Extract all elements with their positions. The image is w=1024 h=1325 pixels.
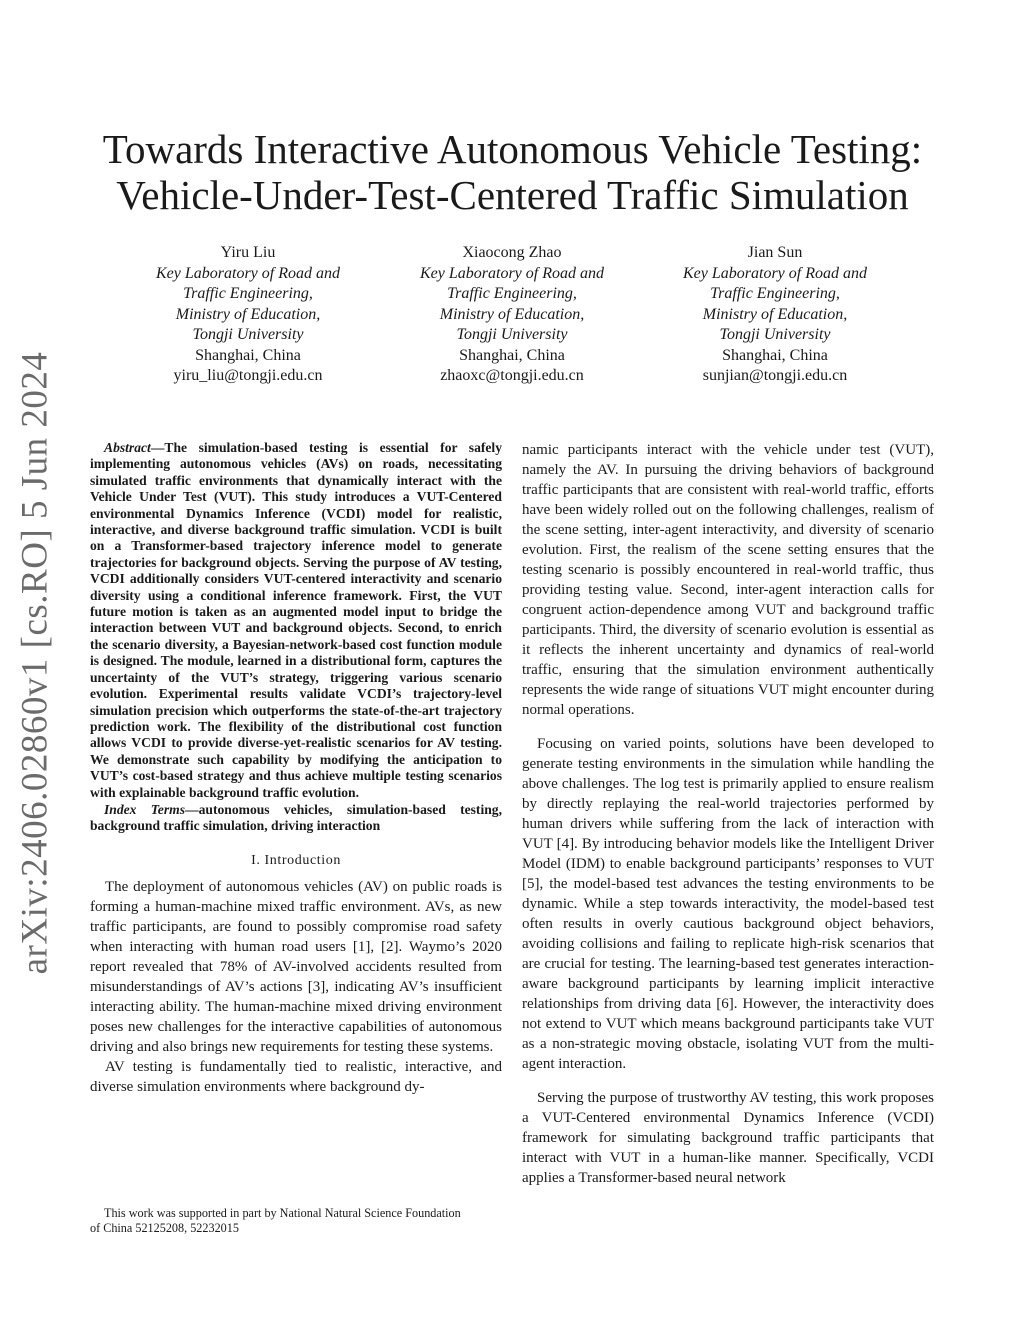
left-column: [90, 440, 502, 1097]
author-affiliation: Tongji University: [192, 326, 304, 343]
index-terms-text: —autonomous vehicles, simulation-based testing, background traffic simulation, driving interaction: [90, 801, 502, 834]
index-terms-label: Index Terms: [104, 801, 185, 817]
author-affiliation: Ministry of Education,: [175, 305, 321, 323]
author-email: zhaoxc@tongji.edu.cn: [440, 367, 584, 384]
author-block-3: [625, 243, 925, 387]
author-affiliation: Ministry of Education,: [702, 305, 848, 323]
author-block-1: [98, 243, 398, 387]
author-affiliation: Traffic Engineering,: [710, 285, 840, 302]
author-email: yiru_liu@tongji.edu.cn: [173, 367, 323, 384]
abstract-label: Abstract: [104, 440, 151, 455]
paragraph: Focusing on varied points, solutions have been developed to generate testing environments in the simulation while handling the above challenges. The log test is primarily applied to ensure realism by directly replaying the real-world trajectories performed by human drivers while suffering from the lack of interaction with VUT [4]. By introducing behavior models like the Intelligent Driver Model (IDM) to enable background participants’ responses to VUT [5], the model-based test advances the testing environments to be dynamic. While a step towards interactivity, the model-based test often results in overly cautious background object behaviors, avoiding collisions and failing to replicate high-risk scenarios that are crucial for testing. The learning-based test generates interaction-aware background participants by learning implicit interactive relationships from driving data [6]. However, the interactivity does not extend to VUT which means background participants take VUT as a non-strategic moving obstacle, isolating VUT from the multi-agent interaction.: [522, 736, 934, 1072]
footnote: [90, 1206, 502, 1236]
index-terms: [90, 802, 502, 835]
abstract: [90, 440, 502, 801]
author-block-2: [362, 243, 662, 387]
paper-title: [90, 126, 935, 218]
section-heading: I. Introduction: [251, 852, 341, 868]
author-affiliation: Tongji University: [456, 326, 568, 343]
paragraph: AV testing is fundamentally tied to realistic, interactive, and diverse simulation environments where background dy-: [90, 1058, 502, 1095]
author-affiliation: Ministry of Education,: [439, 305, 585, 323]
author-name: Yiru Liu: [220, 244, 276, 261]
author-email: sunjian@tongji.edu.cn: [702, 367, 848, 384]
author-affiliation: Traffic Engineering,: [183, 285, 313, 302]
author-affiliation: Key Laboratory of Road and: [156, 264, 340, 282]
author-affiliation: Traffic Engineering,: [447, 285, 577, 302]
author-location: Shanghai, China: [722, 346, 828, 364]
author-name: Xiaocong Zhao: [462, 244, 562, 261]
paragraph: The deployment of autonomous vehicles (AV) on public roads is forming a human-machine mixed traffic environment. AVs, as new traffic participants, are found to possibly compromise road safety when interacting with human road users [1], [2]. Waymo’s 2020 report revealed that 78% of AV-involved accidents resulted from misunderstandings of AV’s actions [3], indicating AV’s insufficient interacting ability. The human-machine mixed driving environment poses new challenges for the interactive capabilities of autonomous driving and also brings new requirements for testing these systems.: [90, 878, 502, 1055]
title-line-1: Towards Interactive Autonomous Vehicle Testing:: [102, 126, 923, 172]
title-line-2: Vehicle-Under-Test-Centered Traffic Simulation: [116, 172, 909, 218]
footnote-line: This work was supported in part by National Natural Science Foundation: [104, 1206, 461, 1220]
author-affiliation: Key Laboratory of Road and: [420, 264, 604, 282]
author-affiliation: Key Laboratory of Road and: [683, 264, 867, 282]
footnote-line: of China 52125208, 52232015: [90, 1221, 239, 1235]
arxiv-id: arXiv:2406.02860v1 [cs.RO] 5 Jun 2024: [14, 351, 56, 975]
arxiv-stamp: [10, 351, 60, 975]
right-column: [522, 440, 934, 1188]
author-affiliation: Tongji University: [719, 326, 831, 343]
author-location: Shanghai, China: [195, 346, 301, 364]
author-name: Jian Sun: [747, 244, 803, 261]
author-location: Shanghai, China: [459, 346, 565, 364]
paragraph: Serving the purpose of trustworthy AV testing, this work proposes a VUT-Centered environmental Dynamics Inference (VCDI) framework for simulating background traffic participants that interact with VUT in a human-like manner. Specifically, VCDI applies a Transformer-based neural network: [522, 1090, 934, 1186]
abstract-text: —The simulation-based testing is essential for safely implementing autonomous vehicles (AVs) on roads, necessitating simulated traffic environments that dynamically interact with the Vehicle Under Test (VUT). This study introduces a VUT-Centered environmental Dynamics Inference (VCDI) model for realistic, interactive, and diverse background traffic simulation. VCDI is built on a Transformer-based trajectory inference model to generate trajectories for background objects. Serving the purpose of AV testing, VCDI additionally considers VUT-centered interactivity and scenario diversity using a conditional inference framework. First, the VUT future motion is taken as an augmented model input to bridge the interaction between VUT and background objects. Second, to enrich the scenario diversity, a Bayesian-network-based cost function module is designed. The module, learned in a distributional form, captures the uncertainty of the VUT’s strategy, triggering various scenario evolution. Experimental results validate VCDI’s trajectory-level simulation precision which outperforms the state-of-the-art trajectory prediction work. The flexibility of the distributional cost function allows VCDI to provide diverse-yet-realistic scenarios for AV testing. We demonstrate such capability by modifying the anticipation to VUT’s cost-based strategy and thus achieve multiple testing scenarios with explainable background traffic evolution.: [90, 440, 502, 800]
paragraph: namic participants interact with the vehicle under test (VUT), namely the AV. In pursuing the driving behaviors of background traffic participants that are consistent with real-world traffic, efforts have been widely rolled out on the following challenges, realism of the scene setting, inter-agent interactivity, and diversity of scenario evolution. First, the realism of the scene setting ensures that the testing scenario is possibly encountered in real-world traffic, thus providing testing value. Second, inter-agent interaction calls for congruent action-dependence among VUT and background traffic participants. Third, the diversity of scenario evolution is essential as it reflects the inherent uncertainty and dynamics of real-world traffic, ensuring that the simulation environment authentically represents the wide range of situations VUT might encounter during normal operations.: [522, 442, 934, 718]
